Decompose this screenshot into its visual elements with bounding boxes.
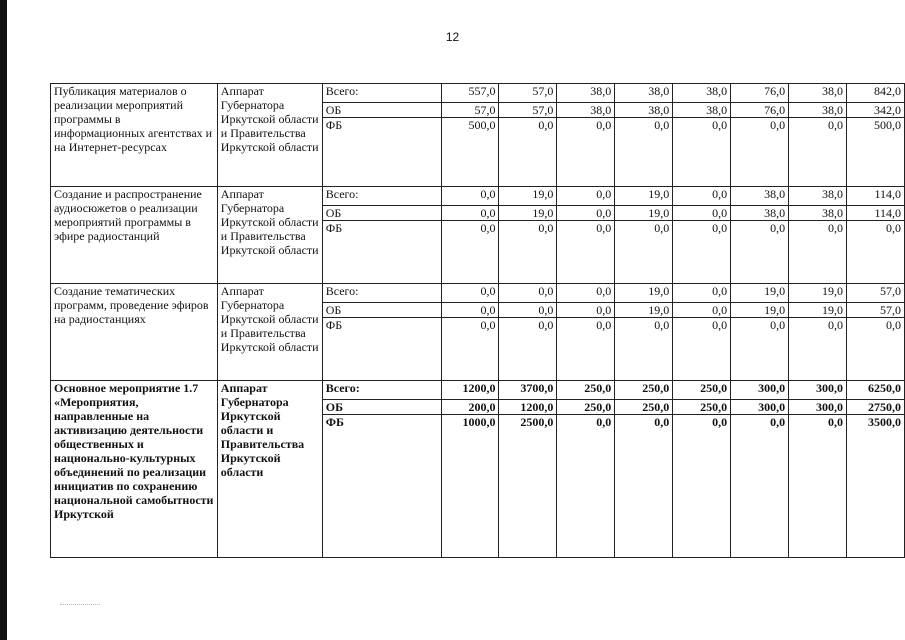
funding-source-cell: ОБ bbox=[322, 103, 441, 118]
amount-cell: 0,0 bbox=[441, 206, 499, 221]
amount-cell: 0,0 bbox=[441, 303, 499, 318]
amount-cell: 19,0 bbox=[731, 284, 789, 303]
amount-cell: 38,0 bbox=[615, 103, 673, 118]
amount-cell: 0,0 bbox=[731, 415, 789, 558]
amount-cell: 38,0 bbox=[789, 187, 847, 206]
amount-cell: 500,0 bbox=[441, 118, 499, 187]
executor-cell: Аппарат Губернатора Иркутской области и Правительства Иркутской области bbox=[217, 84, 322, 187]
amount-cell: 0,0 bbox=[441, 187, 499, 206]
funding-source-cell: Всего: bbox=[322, 187, 441, 206]
amount-cell: 0,0 bbox=[673, 206, 731, 221]
amount-cell: 57,0 bbox=[846, 284, 904, 303]
amount-cell: 0,0 bbox=[789, 221, 847, 284]
amount-cell: 250,0 bbox=[673, 400, 731, 415]
amount-cell: 0,0 bbox=[557, 206, 615, 221]
table-row bbox=[51, 187, 905, 206]
event-name-cell: Создание тематических программ, проведение эфиров на радиостанциях bbox=[51, 284, 218, 381]
amount-cell: 557,0 bbox=[441, 84, 499, 103]
funding-source-cell: ОБ bbox=[322, 400, 441, 415]
amount-cell: 0,0 bbox=[789, 415, 847, 558]
amount-cell: 300,0 bbox=[731, 381, 789, 400]
amount-cell: 0,0 bbox=[789, 318, 847, 381]
amount-cell: 38,0 bbox=[731, 206, 789, 221]
amount-cell: 1200,0 bbox=[441, 381, 499, 400]
amount-cell: 0,0 bbox=[499, 303, 557, 318]
amount-cell: 0,0 bbox=[673, 118, 731, 187]
amount-cell: 200,0 bbox=[441, 400, 499, 415]
amount-cell: 0,0 bbox=[846, 221, 904, 284]
amount-cell: 38,0 bbox=[731, 187, 789, 206]
funding-source-cell: ФБ bbox=[322, 318, 441, 381]
amount-cell: 0,0 bbox=[615, 221, 673, 284]
amount-cell: 0,0 bbox=[673, 415, 731, 558]
amount-cell: 2500,0 bbox=[499, 415, 557, 558]
funding-source-cell: Всего: bbox=[322, 284, 441, 303]
amount-cell: 38,0 bbox=[615, 84, 673, 103]
amount-cell: 19,0 bbox=[615, 206, 673, 221]
amount-cell: 0,0 bbox=[557, 303, 615, 318]
amount-cell: 57,0 bbox=[846, 303, 904, 318]
event-name-cell: Основное мероприятие 1.7 «Мероприятия, направленные на активизацию деятельности общественных и национально-культурных объединений по реализации инициатив по сохранению национальной самобытности Иркутской bbox=[51, 381, 218, 558]
amount-cell: 300,0 bbox=[789, 381, 847, 400]
executor-cell: Аппарат Губернатора Иркутской области и Правительства Иркутской области bbox=[217, 284, 322, 381]
funding-source-cell: ОБ bbox=[322, 206, 441, 221]
budget-table bbox=[50, 83, 905, 558]
amount-cell: 0,0 bbox=[789, 118, 847, 187]
amount-cell: 3500,0 bbox=[846, 415, 904, 558]
executor-cell: Аппарат Губернатора Иркутской области и Правительства Иркутской области bbox=[217, 187, 322, 284]
amount-cell: 0,0 bbox=[557, 284, 615, 303]
amount-cell: 250,0 bbox=[557, 400, 615, 415]
amount-cell: 57,0 bbox=[441, 103, 499, 118]
amount-cell: 1000,0 bbox=[441, 415, 499, 558]
amount-cell: 250,0 bbox=[673, 381, 731, 400]
table-row bbox=[51, 381, 905, 400]
amount-cell: 0,0 bbox=[673, 318, 731, 381]
amount-cell: 0,0 bbox=[731, 118, 789, 187]
amount-cell: 0,0 bbox=[731, 221, 789, 284]
amount-cell: 0,0 bbox=[673, 221, 731, 284]
amount-cell: 250,0 bbox=[615, 381, 673, 400]
amount-cell: 19,0 bbox=[615, 187, 673, 206]
amount-cell: 0,0 bbox=[499, 318, 557, 381]
amount-cell: 0,0 bbox=[557, 415, 615, 558]
amount-cell: 76,0 bbox=[731, 84, 789, 103]
amount-cell: 19,0 bbox=[615, 303, 673, 318]
funding-source-cell: ФБ bbox=[322, 118, 441, 187]
amount-cell: 0,0 bbox=[441, 284, 499, 303]
amount-cell: 114,0 bbox=[846, 187, 904, 206]
amount-cell: 1200,0 bbox=[499, 400, 557, 415]
amount-cell: 38,0 bbox=[673, 103, 731, 118]
amount-cell: 19,0 bbox=[731, 303, 789, 318]
amount-cell: 0,0 bbox=[615, 415, 673, 558]
scan-edge-bar bbox=[0, 0, 7, 640]
amount-cell: 0,0 bbox=[731, 318, 789, 381]
amount-cell: 19,0 bbox=[789, 303, 847, 318]
amount-cell: 6250,0 bbox=[846, 381, 904, 400]
amount-cell: 0,0 bbox=[615, 118, 673, 187]
amount-cell: 250,0 bbox=[557, 381, 615, 400]
table-row bbox=[51, 284, 905, 303]
amount-cell: 0,0 bbox=[499, 221, 557, 284]
amount-cell: 500,0 bbox=[846, 118, 904, 187]
scan-artifact bbox=[60, 604, 100, 606]
funding-source-cell: ФБ bbox=[322, 415, 441, 558]
amount-cell: 19,0 bbox=[615, 284, 673, 303]
amount-cell: 0,0 bbox=[846, 318, 904, 381]
amount-cell: 114,0 bbox=[846, 206, 904, 221]
funding-source-cell: Всего: bbox=[322, 84, 441, 103]
amount-cell: 0,0 bbox=[615, 318, 673, 381]
amount-cell: 250,0 bbox=[615, 400, 673, 415]
amount-cell: 19,0 bbox=[499, 187, 557, 206]
event-name-cell: Создание и распространение аудиосюжетов о реализации мероприятий программы в эфире радиостанций bbox=[51, 187, 218, 284]
funding-source-cell: ОБ bbox=[322, 303, 441, 318]
amount-cell: 19,0 bbox=[789, 284, 847, 303]
amount-cell: 38,0 bbox=[557, 103, 615, 118]
amount-cell: 0,0 bbox=[557, 221, 615, 284]
event-name-cell: Публикация материалов о реализации мероприятий программы в информационных агентствах и на Интернет-ресурсах bbox=[51, 84, 218, 187]
amount-cell: 19,0 bbox=[499, 206, 557, 221]
amount-cell: 0,0 bbox=[499, 118, 557, 187]
amount-cell: 3700,0 bbox=[499, 381, 557, 400]
amount-cell: 0,0 bbox=[499, 284, 557, 303]
amount-cell: 38,0 bbox=[789, 103, 847, 118]
table-row bbox=[51, 84, 905, 103]
amount-cell: 2750,0 bbox=[846, 400, 904, 415]
funding-source-cell: ФБ bbox=[322, 221, 441, 284]
amount-cell: 0,0 bbox=[673, 187, 731, 206]
amount-cell: 0,0 bbox=[673, 303, 731, 318]
funding-source-cell: Всего: bbox=[322, 381, 441, 400]
amount-cell: 0,0 bbox=[557, 118, 615, 187]
executor-cell: Аппарат Губернатора Иркутской области и Правительства Иркутской области bbox=[217, 381, 322, 558]
amount-cell: 76,0 bbox=[731, 103, 789, 118]
amount-cell: 57,0 bbox=[499, 84, 557, 103]
amount-cell: 342,0 bbox=[846, 103, 904, 118]
amount-cell: 300,0 bbox=[789, 400, 847, 415]
amount-cell: 38,0 bbox=[673, 84, 731, 103]
amount-cell: 300,0 bbox=[731, 400, 789, 415]
amount-cell: 38,0 bbox=[789, 206, 847, 221]
amount-cell: 38,0 bbox=[789, 84, 847, 103]
amount-cell: 57,0 bbox=[499, 103, 557, 118]
amount-cell: 38,0 bbox=[557, 84, 615, 103]
page-number: 12 bbox=[445, 30, 460, 44]
amount-cell: 0,0 bbox=[557, 187, 615, 206]
amount-cell: 0,0 bbox=[673, 284, 731, 303]
amount-cell: 0,0 bbox=[441, 221, 499, 284]
amount-cell: 0,0 bbox=[441, 318, 499, 381]
amount-cell: 0,0 bbox=[557, 318, 615, 381]
amount-cell: 842,0 bbox=[846, 84, 904, 103]
